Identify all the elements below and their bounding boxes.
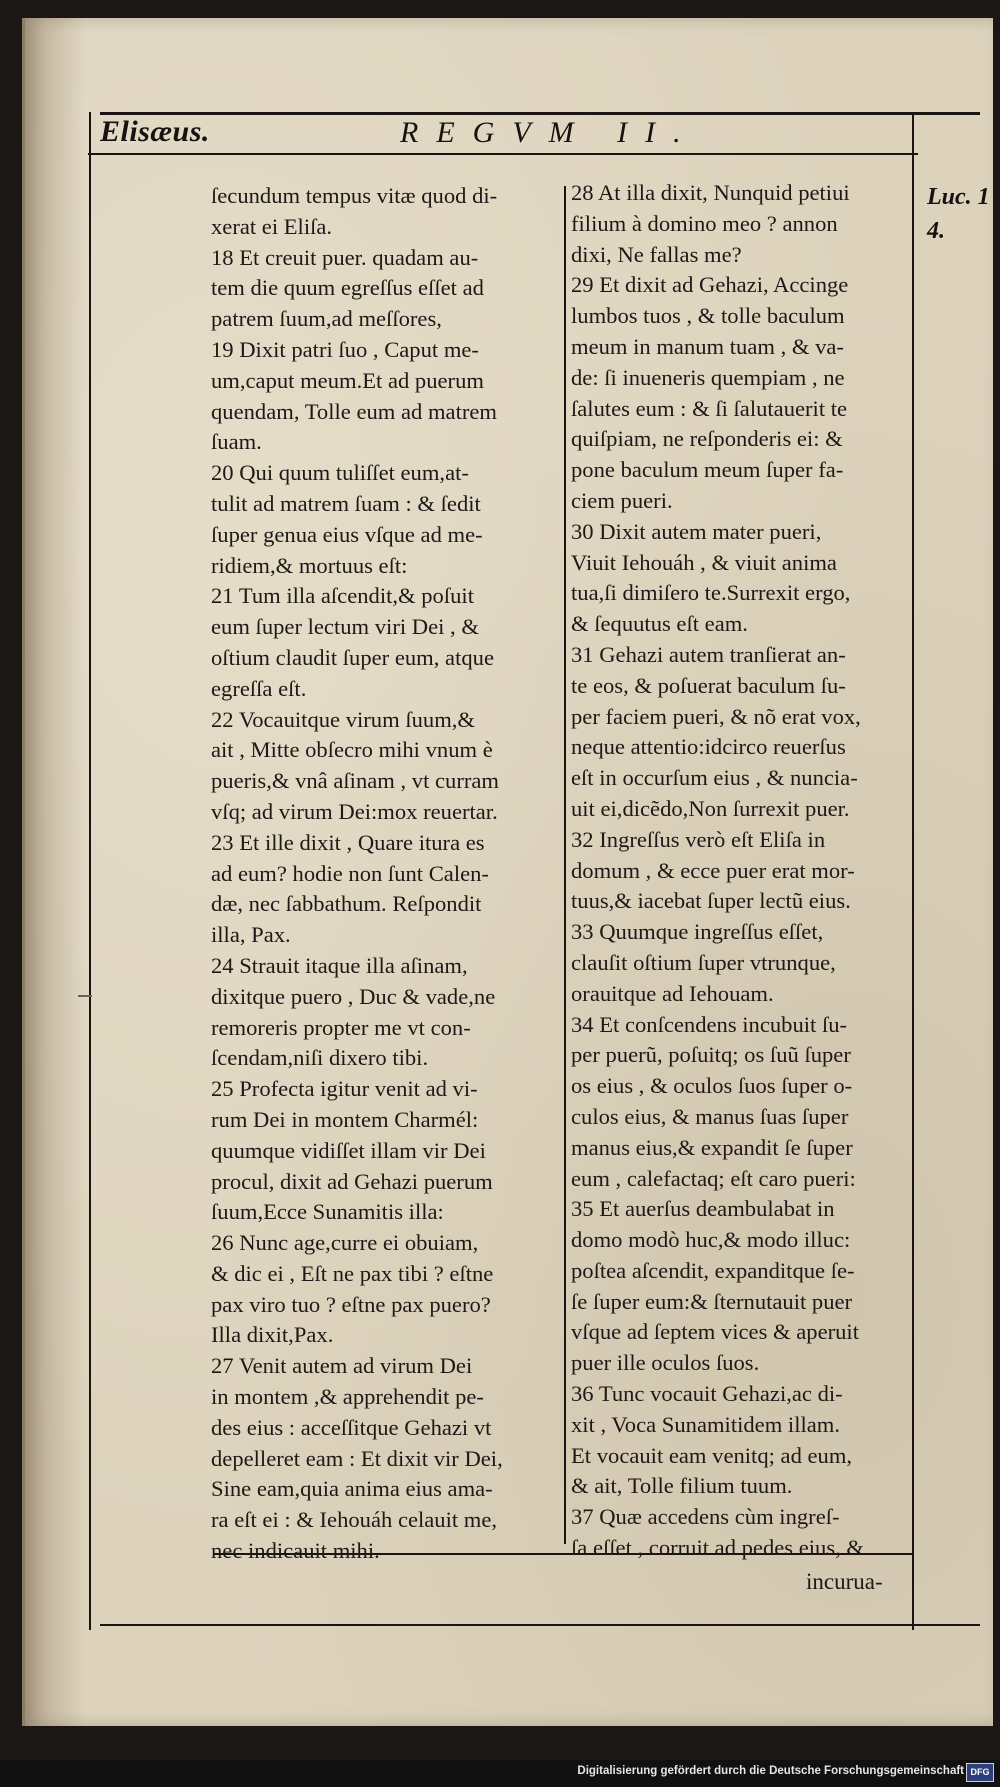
text-line: poſtea aſcendit, expanditque ſe- bbox=[571, 1257, 855, 1283]
text-line: 29 Et dixit ad Gehazi, Accinge bbox=[571, 272, 849, 298]
text-line: Viuit Iehouáh , & viuit anima bbox=[571, 549, 837, 575]
text-line: domum , & ecce puer erat mor- bbox=[571, 857, 855, 883]
left-text-column bbox=[211, 181, 561, 1567]
text-line: eum , calefactaq; eſt caro pueri: bbox=[571, 1165, 856, 1191]
digitization-credit: Digitalisierung gefördert durch die Deutsche Forschungsgemeinschaft bbox=[577, 1765, 964, 1777]
catchword: incurua- bbox=[806, 1569, 883, 1594]
page-title: REGVM II. bbox=[400, 116, 699, 149]
text-line: orauitque ad Iehouam. bbox=[571, 980, 774, 1006]
text-line: 33 Quumque ingreſſus eſſet, bbox=[571, 919, 824, 945]
text-line: dæ, nec ſabbathum. Reſpondit bbox=[211, 891, 482, 917]
dfg-logo-icon: DFG bbox=[966, 1763, 994, 1782]
text-line: 27 Venit autem ad virum Dei bbox=[211, 1353, 473, 1379]
text-line: tua,ſi dimiſero te.Surrexit ergo, bbox=[571, 580, 851, 606]
text-line: tuus,& iacebat ſuper lectũ eius. bbox=[571, 888, 851, 914]
text-line: pone baculum meum ſuper fa- bbox=[571, 457, 844, 483]
left-border-rule bbox=[89, 112, 91, 1630]
text-line: per faciem pueri, & nõ erat vox, bbox=[571, 703, 861, 729]
margin-reference-line: Luc. 1 bbox=[927, 184, 990, 210]
text-line: & dic ei , Eſt ne pax tibi ? eſtne bbox=[211, 1260, 494, 1286]
text-line: ad eum? hodie non ſunt Calen- bbox=[211, 860, 489, 886]
text-line: puer ille oculos ſuos. bbox=[571, 1350, 760, 1376]
right-border-rule bbox=[912, 112, 914, 1630]
text-line: dixitque puero , Duc & vade,ne bbox=[211, 983, 496, 1009]
text-line: Illa dixit,Pax. bbox=[211, 1322, 334, 1348]
margin-reference-line: 4. bbox=[927, 218, 945, 244]
header-rule bbox=[88, 153, 918, 155]
text-line: Et vocauit eam venitq; ad eum, bbox=[571, 1442, 853, 1468]
column-divider bbox=[564, 186, 566, 1544]
text-line: ſa eſſet , corruit ad pedes eius, & bbox=[571, 1535, 864, 1561]
text-line: 35 Et auerſus deambulabat in bbox=[571, 1196, 835, 1222]
text-line: Sine eam,quia anima eius ama- bbox=[211, 1476, 493, 1502]
text-line: ſcendam,niſi dixero tibi. bbox=[211, 1045, 429, 1071]
page-bottom-rule bbox=[100, 1624, 980, 1626]
text-line: des eius : acceſſitque Gehazi vt bbox=[211, 1414, 492, 1440]
text-line: 24 Strauit itaque illa aſinam, bbox=[211, 952, 468, 978]
text-line: 26 Nunc age,curre ei obuiam, bbox=[211, 1230, 479, 1256]
text-line: ridiem,& mortuus eſt: bbox=[211, 552, 408, 578]
text-line: egreſſa eſt. bbox=[211, 675, 307, 701]
text-line: 37 Quæ accedens cùm ingreſ- bbox=[571, 1504, 840, 1530]
text-line: depelleret eam : Et dixit vir Dei, bbox=[211, 1445, 503, 1471]
text-line: clauſit oſtium ſuper vtrunque, bbox=[571, 949, 836, 975]
text-line: quumque vidiſſet illam vir Dei bbox=[211, 1137, 486, 1163]
margin-mark bbox=[78, 995, 92, 997]
text-line: ſuam. bbox=[211, 429, 262, 455]
text-line: per puerũ, poſuitq; os ſuũ ſuper bbox=[571, 1042, 851, 1068]
text-line: os eius , & oculos ſuos ſuper o- bbox=[571, 1073, 853, 1099]
text-line: ſuper genua eius vſque ad me- bbox=[211, 521, 483, 547]
text-line: 32 Ingreſſus verò eſt Eliſa in bbox=[571, 826, 826, 852]
text-line: eſt in occurſum eius , & nuncia- bbox=[571, 765, 858, 791]
text-line: 28 At illa dixit, Nunquid petiui bbox=[571, 180, 850, 205]
text-line: domo modò huc,& modo illuc: bbox=[571, 1227, 851, 1253]
text-line: 31 Gehazi autem tranſierat an- bbox=[571, 641, 846, 667]
text-line: pueris,& vnâ aſinam , vt curram bbox=[211, 768, 499, 794]
text-line: um,caput meum.Et ad puerum bbox=[211, 367, 484, 393]
text-line: 18 Et creuit puer. quadam au- bbox=[211, 244, 479, 270]
text-line: quendam, Tolle eum ad matrem bbox=[211, 398, 497, 424]
text-line: pax viro tuo ? eſtne pax puero? bbox=[211, 1291, 491, 1317]
text-line: ſe ſuper eum:& ſternutauit puer bbox=[571, 1288, 853, 1314]
text-line: eum ſuper lectum viri Dei , & bbox=[211, 614, 479, 640]
text-line: filium à domino meo ? annon bbox=[571, 210, 838, 236]
text-line: 25 Profecta igitur venit ad vi- bbox=[211, 1076, 478, 1102]
text-line: ſalutes eum : & ſi ſalutauerit te bbox=[571, 395, 848, 421]
text-line: xit , Voca Sunamitidem illam. bbox=[571, 1411, 841, 1437]
text-line: vſq; ad virum Dei:mox reuertar. bbox=[211, 798, 498, 824]
text-line: procul, dixit ad Gehazi puerum bbox=[211, 1168, 493, 1194]
text-line: 34 Et conſcendens incubuit ſu- bbox=[571, 1011, 848, 1037]
text-line: te eos, & poſuerat baculum ſu- bbox=[571, 672, 846, 698]
text-line: tem die quum egreſſus eſſet ad bbox=[211, 275, 484, 301]
text-line: in montem ,& apprehendit pe- bbox=[211, 1384, 484, 1410]
text-line: 22 Vocauitque virum ſuum,& bbox=[211, 706, 475, 732]
top-rule bbox=[100, 112, 980, 115]
text-line: manus eius,& expandit ſe ſuper bbox=[571, 1134, 853, 1160]
text-line: lumbos tuos , & tolle baculum bbox=[571, 303, 845, 329]
text-line: dixi, Ne fallas me? bbox=[571, 241, 742, 267]
text-line: ſuum,Ecce Sunamitis illa: bbox=[211, 1199, 444, 1225]
text-line: oſtium claudit ſuper eum, atque bbox=[211, 644, 494, 670]
text-line: & ait, Tolle filium tuum. bbox=[571, 1473, 793, 1499]
text-line: 21 Tum illa aſcendit,& poſuit bbox=[211, 583, 474, 609]
text-line: nec indicauit mihi. bbox=[211, 1538, 380, 1564]
text-line: ſecundum tempus vitæ quod di- bbox=[211, 183, 498, 208]
text-line: de: ſi inueneris quempiam , ne bbox=[571, 364, 845, 390]
text-line: remoreris propter me vt con- bbox=[211, 1014, 471, 1040]
text-line: culos eius, & manus ſuas ſuper bbox=[571, 1103, 849, 1129]
text-line: rum Dei in montem Charmél: bbox=[211, 1106, 479, 1132]
text-line: xerat ei Eliſa. bbox=[211, 213, 333, 239]
text-line: neque attentio:idcirco reuerſus bbox=[571, 734, 846, 760]
text-line: vſque ad ſeptem vices & aperuit bbox=[571, 1319, 859, 1345]
running-head: Elisæus. bbox=[100, 115, 210, 148]
text-line: 19 Dixit patri ſuo , Caput me- bbox=[211, 336, 479, 362]
text-line: & ſequutus eſt eam. bbox=[571, 611, 748, 637]
text-line: ra eſt ei : & Iehouáh celauit me, bbox=[211, 1507, 498, 1533]
text-line: patrem ſuum,ad meſſores, bbox=[211, 306, 442, 332]
text-line: 36 Tunc vocauit Gehazi,ac di- bbox=[571, 1381, 843, 1407]
text-line: 30 Dixit autem mater pueri, bbox=[571, 518, 822, 544]
margin-reference bbox=[927, 180, 990, 248]
text-line: 23 Et ille dixit , Quare itura es bbox=[211, 829, 485, 855]
right-text-column bbox=[571, 178, 906, 1564]
text-line: quiſpiam, ne reſponderis ei: & bbox=[571, 426, 843, 452]
text-line: uit ei,dicẽdo,Non ſurrexit puer. bbox=[571, 795, 850, 821]
text-line: tulit ad matrem ſuam : & ſedit bbox=[211, 490, 481, 516]
text-line: meum in manum tuam , & va- bbox=[571, 333, 844, 359]
text-line: 20 Qui quum tuliſſet eum,at- bbox=[211, 460, 469, 486]
text-line: ait , Mitte obſecro mihi vnum è bbox=[211, 737, 493, 763]
text-line: ciem pueri. bbox=[571, 487, 673, 513]
text-line: illa, Pax. bbox=[211, 922, 291, 948]
